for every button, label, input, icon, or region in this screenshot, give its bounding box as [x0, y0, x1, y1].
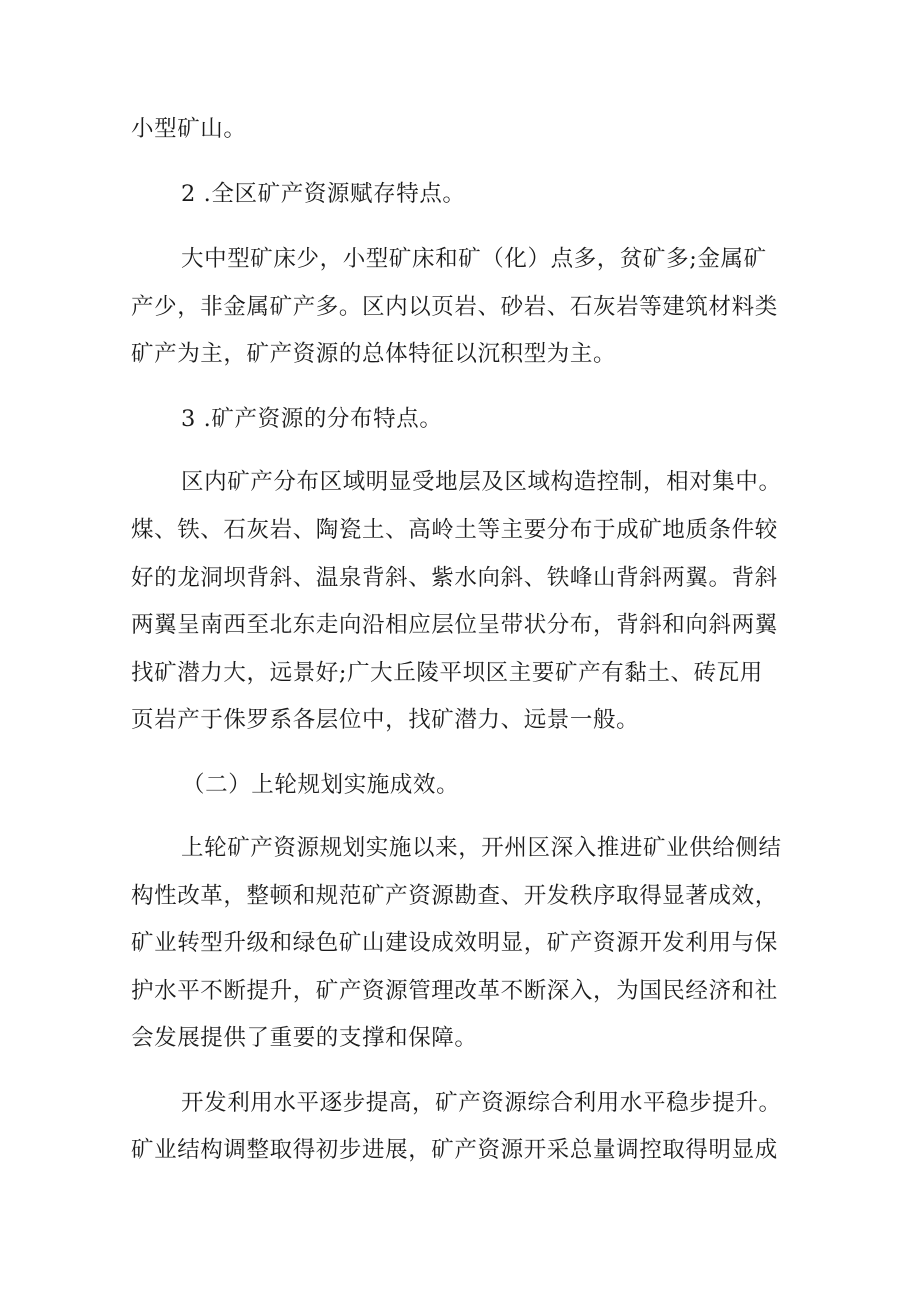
- paragraph-first-line: 区内矿产分布区域明显受地层及区域构造控制，相对集中。: [181, 469, 782, 495]
- paragraph-first-line: 上轮矿产资源规划实施以来，开州区深入推进矿业供给侧结: [181, 835, 782, 861]
- paragraph-first-line: 开发利用水平逐步提高，矿产资源综合利用水平稳步提升。: [181, 1090, 782, 1116]
- text-line: 会发展提供了重要的支撑和保障。: [131, 1025, 478, 1051]
- text-line: 页岩产于侏罗系各层位中，找矿潜力、远景一般。: [131, 707, 640, 733]
- text-line: 小型矿山。: [131, 116, 247, 142]
- text-line: 好的龙洞坝背斜、温泉背斜、紫水向斜、铁峰山背斜两翼。背斜: [131, 565, 778, 591]
- text-line: 矿业转型升级和绿色矿山建设成效明显，矿产资源开发利用与保: [131, 930, 778, 956]
- text-line: 煤、铁、石灰岩、陶瓷土、高岭土等主要分布于成矿地质条件较: [131, 517, 778, 543]
- section-heading: 2 .全区矿产资源赋存特点。: [181, 181, 466, 207]
- text-line: 护水平不断提升，矿产资源管理改革不断深入，为国民经济和社: [131, 978, 778, 1004]
- text-line: 构性改革，整顿和规范矿产资源勘查、开发秩序取得显著成效，: [131, 883, 778, 909]
- text-line: 矿业结构调整取得初步进展，矿产资源开采总量调控取得明显成: [131, 1137, 778, 1163]
- text-line: 找矿潜力大，远景好;广大丘陵平坝区主要矿产有黏土、砖瓦用: [131, 660, 763, 686]
- text-line: 两翼呈南西至北东走向沿相应层位呈带状分布，背斜和向斜两翼: [131, 612, 778, 638]
- section-heading: （二）上轮规划实施成效。: [182, 772, 460, 798]
- paragraph-first-line: 大中型矿床少，小型矿床和矿（化）点多，贫矿多;金属矿: [181, 246, 767, 272]
- section-heading: 3 .矿产资源的分布特点。: [181, 406, 443, 432]
- text-line: 产少，非金属矿产多。区内以页岩、砂岩、石灰岩等建筑材料类: [131, 294, 778, 320]
- text-line: 矿产为主，矿产资源的总体特征以沉积型为主。: [131, 341, 617, 367]
